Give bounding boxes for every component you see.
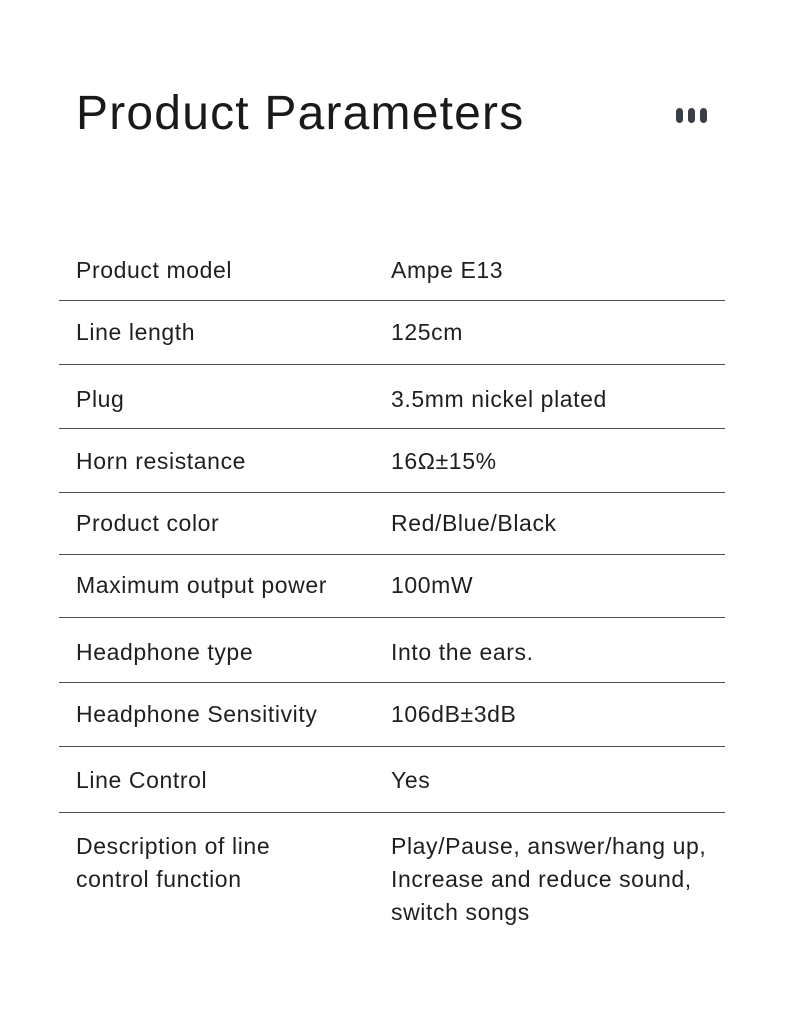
spec-row-line-length — [59, 301, 725, 365]
spec-label: Horn resistance — [76, 448, 247, 474]
spec-table — [59, 240, 725, 933]
spec-label: Product color — [76, 510, 220, 536]
spec-row-headphone-sensitivity — [59, 683, 725, 747]
spec-row-product-model — [59, 240, 725, 301]
spec-row-plug — [59, 365, 725, 429]
spec-value: 106dB±3dB — [391, 701, 517, 727]
more-options-icon — [676, 108, 707, 123]
spec-label: Line length — [76, 319, 196, 345]
spec-value: 100mW — [391, 572, 474, 598]
spec-row-line-control — [59, 747, 725, 813]
spec-value: Play/Pause, answer/hang up, Increase and reduce sound, switch songs — [391, 833, 707, 925]
spec-row-headphone-type — [59, 618, 725, 683]
spec-value: Red/Blue/Black — [391, 510, 557, 536]
spec-row-maximum-output-power — [59, 555, 725, 618]
dot — [688, 108, 695, 123]
spec-label: Headphone Sensitivity — [76, 701, 318, 727]
spec-value: Into the ears. — [391, 639, 534, 665]
spec-row-product-color — [59, 493, 725, 555]
spec-label: Headphone type — [76, 639, 254, 665]
spec-value: 125cm — [391, 319, 464, 345]
dot — [676, 108, 683, 123]
spec-value: Ampe E13 — [391, 257, 504, 283]
spec-value: 16Ω±15% — [391, 448, 497, 474]
spec-label: Plug — [76, 386, 125, 412]
spec-row-line-control-function — [59, 813, 725, 933]
page-title: Product Parameters — [76, 87, 525, 140]
dot — [700, 108, 707, 123]
spec-row-horn-resistance — [59, 429, 725, 493]
spec-label: Product model — [76, 257, 233, 283]
spec-label: Line Control — [76, 767, 208, 793]
spec-label: Maximum output power — [76, 572, 328, 598]
spec-value: 3.5mm nickel plated — [391, 386, 607, 412]
spec-label: Description of line control function — [76, 833, 271, 892]
spec-value: Yes — [391, 767, 431, 793]
